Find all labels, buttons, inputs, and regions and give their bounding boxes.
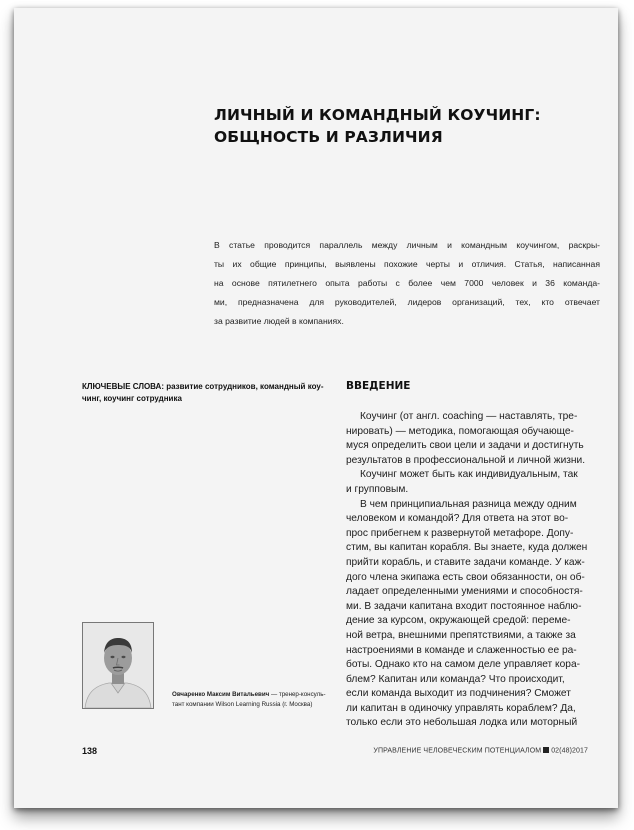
body-line: Коучинг может быть как индивидуальным, так bbox=[360, 469, 578, 481]
title-line-2: ОБЩНОСТЬ И РАЗЛИЧИЯ bbox=[214, 128, 443, 146]
body-line: и групповым. bbox=[346, 483, 409, 495]
author-company: тант компании Wilson Learning Russia (г. Москва) bbox=[172, 701, 313, 708]
keywords-line: КЛЮЧЕВЫЕ СЛОВА: развитие сотрудников, командный коу- bbox=[82, 382, 324, 391]
abstract-line: за развитие людей в компаниях. bbox=[214, 316, 344, 326]
body-line: В чем принципиальная разница между одним bbox=[360, 498, 577, 510]
body-line: прос прибегнем к развернутой метафоре. Допу- bbox=[346, 527, 574, 539]
author-line-1 bbox=[172, 690, 332, 700]
article-title bbox=[214, 104, 594, 148]
body-line: ли капитан в одиночку управлять кораблем? Да, bbox=[346, 702, 576, 714]
section-heading-introduction: ВВЕДЕНИЕ bbox=[346, 380, 411, 392]
abstract-line: ми, предназначена для руководителей, лидеров организаций, тех, кто отвечает bbox=[214, 297, 600, 307]
body-line: стим, вы капитан корабля. Вы знаете, куда должен bbox=[346, 542, 588, 554]
journal-footer bbox=[373, 747, 588, 755]
portrait-image bbox=[83, 623, 153, 708]
body-line: если команда выходит из подчинения? Сможет bbox=[346, 688, 571, 700]
journal-name: УПРАВЛЕНИЕ ЧЕЛОВЕЧЕСКИМ ПОТЕНЦИАЛОМ bbox=[373, 747, 542, 755]
journal-page bbox=[14, 8, 618, 808]
abstract-line: ты их общие принципы, выявлены похожие черты и отличия. Статья, написанная bbox=[214, 259, 600, 269]
author-name: Овчаренко Максим Витальевич bbox=[172, 691, 270, 698]
page-number: 138 bbox=[82, 746, 98, 756]
article-body bbox=[346, 410, 604, 731]
body-line: Коучинг (от англ. coaching — наставлять, тре- bbox=[360, 411, 578, 422]
author-photo bbox=[82, 622, 154, 709]
body-line: боты. Однако кто на самом деле управляет кора- bbox=[346, 659, 581, 671]
body-line: только если это небольшая лодка или моторный bbox=[346, 717, 578, 729]
article-abstract bbox=[214, 236, 600, 331]
body-line: человеком и командой? Для ответа на этот во- bbox=[346, 513, 569, 525]
body-line: прийти корабль, и ставите задачи команде. У каж- bbox=[346, 556, 585, 568]
body-line: ми. В задачи капитана входит постоянное наблю- bbox=[346, 600, 582, 612]
abstract-line: на основе пятилетнего опыта работы с более чем 7000 человек и 36 команда- bbox=[214, 278, 600, 288]
title-line-1: ЛИЧНЫЙ И КОМАНДНЫЙ КОУЧИНГ: bbox=[214, 106, 541, 124]
body-line: ладает определенными умениями и способностя- bbox=[346, 586, 583, 598]
body-line: нировать) — методика, помогающая обучающе- bbox=[346, 425, 574, 437]
keywords bbox=[82, 381, 324, 405]
abstract-line: В статье проводится параллель между личным и командным коучингом, раскры- bbox=[214, 240, 600, 250]
body-line: дого члена экипажа есть свои обязанности, он об- bbox=[346, 571, 585, 583]
body-line: ной ветра, внешними препятствиями, а также за bbox=[346, 629, 576, 641]
author-info bbox=[172, 690, 332, 710]
body-line: настроениями в команде и слаженностью ее ра- bbox=[346, 644, 577, 656]
body-line: блем? Капитан или команда? Что происходит, bbox=[346, 673, 565, 685]
body-line: результатов в профессиональной и личной жизни. bbox=[346, 454, 586, 466]
keywords-line: чинг, коучинг сотрудника bbox=[82, 394, 182, 403]
journal-issue: 02(48)2017 bbox=[551, 747, 588, 755]
body-line: дение за курсом, окружающей средой: переме- bbox=[346, 615, 571, 627]
square-separator-icon bbox=[543, 747, 549, 753]
author-role: — тренер-консуль- bbox=[269, 691, 326, 698]
body-line: муся определить свои цели и задачи и достигнуть bbox=[346, 440, 584, 452]
